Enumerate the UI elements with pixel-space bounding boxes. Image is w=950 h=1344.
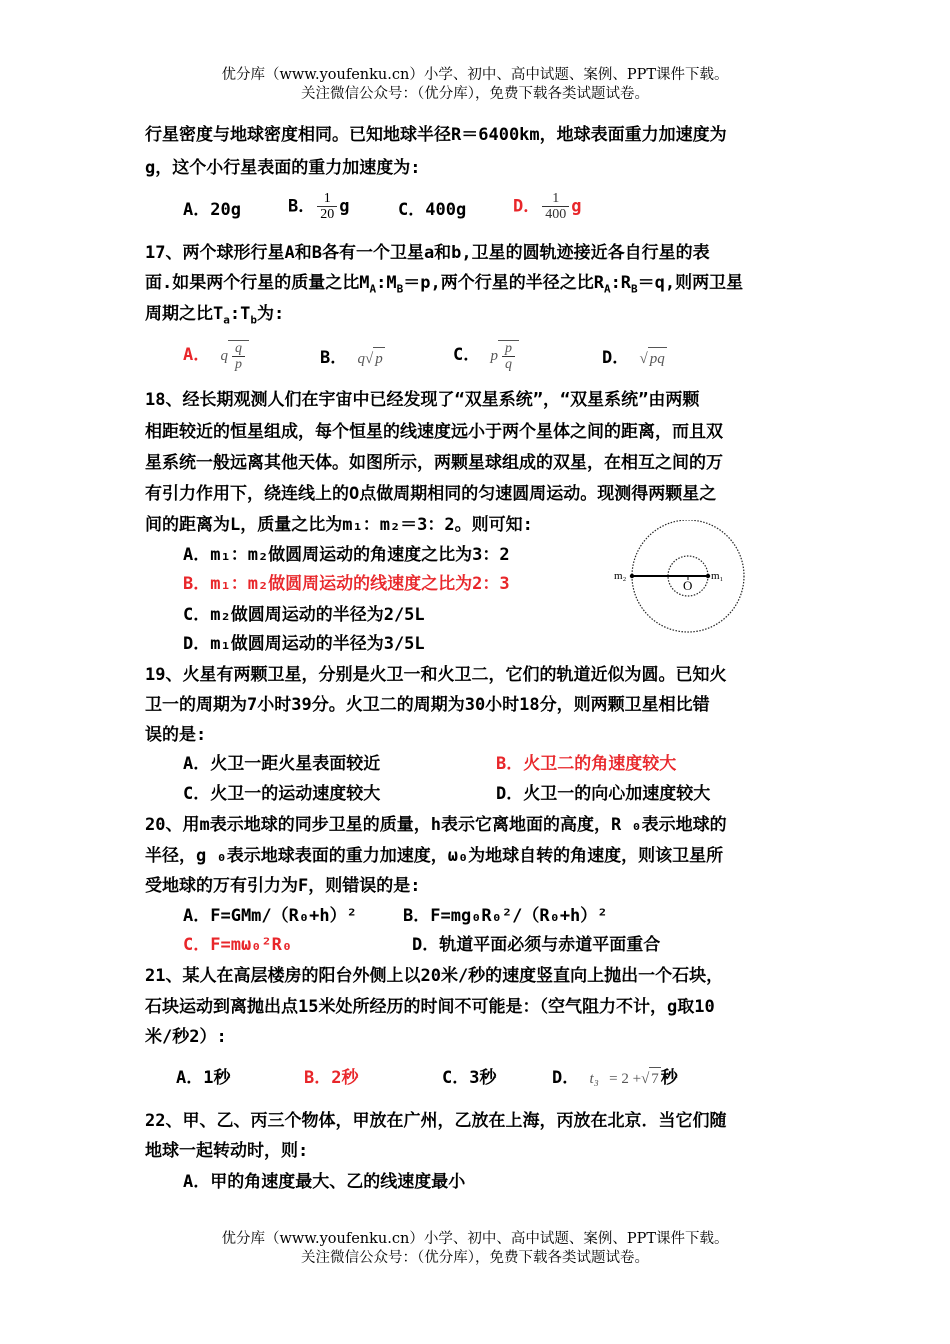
option-label: B． — [320, 348, 348, 368]
q21-option-c: C．3秒 — [442, 1068, 497, 1088]
q16-option-b-label: B． — [288, 196, 316, 217]
math-variable: t₃ — [589, 1071, 599, 1087]
text-run: 为: — [256, 304, 285, 324]
q16-option-d-label: D． — [513, 196, 541, 217]
label-o: O — [683, 578, 693, 593]
subscript: B — [396, 282, 404, 296]
option-label: D． — [552, 1068, 580, 1088]
fraction-numerator: 1 — [542, 191, 569, 207]
q17-option-a — [183, 340, 249, 372]
q19-option-c: C．火卫一的运动速度较大 — [183, 784, 381, 804]
q19-line-1: 19、火星有两颗卫星，分别是火卫一和火卫二，它们的轨道近似为圆。已知火 — [145, 665, 727, 685]
q20-line-2: 半径，g ₀表示地球表面的重力加速度，ω₀为地球自转的角速度，则该卫星所 — [145, 846, 724, 866]
option-label: C． — [453, 344, 481, 365]
q17-line-2 — [145, 272, 743, 300]
text-run: :T — [229, 304, 251, 324]
q19-option-a: A．火卫一距火星表面较近 — [183, 754, 381, 774]
q17-line-1: 17、两个球形行星A和B各有一个卫星a和b,卫星的圆轨迹接近各自行星的表 — [145, 243, 710, 263]
header-line-2: 关注微信公众号：（优分库），免费下载各类试题试卷。 — [301, 86, 649, 102]
fraction-numerator: p — [502, 341, 515, 357]
q18-line-2: 相距较近的恒星组成，每个恒星的线速度远小于两个星体之间的距离，而且双 — [145, 422, 723, 442]
text-run: :R — [610, 273, 632, 293]
subscript: a — [223, 313, 230, 327]
option-label: D． — [602, 348, 630, 368]
q19-option-d: D．火卫一的向心加速度较大 — [496, 784, 711, 804]
q21-option-d: D． t₃ = 2 +√ 7 秒 — [552, 1068, 678, 1088]
fraction-denominator: 20 — [320, 207, 335, 222]
q19-line-2: 卫一的周期为7小时39分。火卫二的周期为30小时18分，则两颗卫星相比错 — [145, 695, 710, 715]
math-expression: = 2 + — [609, 1071, 642, 1087]
sqrt-icon — [498, 340, 519, 372]
math-coefficient: q — [357, 351, 365, 367]
text-run: 面.如果两个行星的质量之比M — [145, 273, 370, 293]
subscript: A — [603, 282, 611, 296]
q20-line-3: 受地球的万有引力为F，则错误的是: — [145, 876, 421, 896]
q16-option-b — [288, 191, 350, 222]
q16-option-a: A．20g — [183, 200, 241, 220]
q20-option-b: B．F=mg₀R₀²/（R₀+h）² — [403, 906, 608, 926]
q21-option-a: A．1秒 — [176, 1068, 231, 1088]
q21-line-1: 21、某人在高层楼房的阳台外侧上以20米/秒的速度竖直向上抛出一个石块， — [145, 966, 724, 986]
sqrt-radicand: pq — [648, 347, 667, 370]
q18-option-a: A．m₁：m₂做圆周运动的角速度之比为3：2 — [183, 545, 510, 565]
q18-option-c: C．m₂做圆周运动的半径为2/5L — [183, 605, 425, 625]
option-unit: 秒 — [660, 1068, 678, 1088]
q19-option-b: B．火卫二的角速度较大 — [496, 754, 677, 774]
star-m1 — [706, 574, 710, 578]
q19-line-3: 误的是: — [145, 725, 207, 745]
subscript: B — [631, 282, 638, 296]
q16-line-1: 行星密度与地球密度相同。已知地球半径R＝6400km，地球表面重力加速度为 — [145, 125, 727, 145]
binary-star-diagram — [610, 520, 760, 635]
subscript: A — [369, 282, 377, 296]
q21-line-2: 石块运动到离抛出点15米处所经历的时间不可能是：（空气阻力不计，g取10 — [145, 997, 715, 1017]
sqrt-radicand: 7 — [649, 1067, 661, 1090]
q22-option-a: A．甲的角速度最大、乙的线速度最小 — [183, 1172, 466, 1192]
q21-line-3: 米/秒2）: — [145, 1027, 227, 1047]
text-run: ＝q,则两卫星 — [637, 273, 744, 293]
q18-option-d: D．m₁做圆周运动的半径为3/5L — [183, 634, 425, 654]
q18-line-5: 间的距离为L，质量之比为m₁：m₂＝3：2。则可知: — [145, 515, 533, 535]
label-m2: m₂ — [614, 570, 627, 582]
q17-option-b: B． q√ p — [320, 348, 383, 368]
fraction-denominator: 400 — [545, 207, 567, 222]
q16-option-d-fraction — [542, 191, 569, 222]
q17-line-3 — [145, 303, 284, 331]
fraction-numerator: 1 — [317, 191, 337, 207]
footer-line-1: 优分库（www.youfenku.cn）小学、初中、高中试题、案例、PPT课件下载。 — [221, 1231, 729, 1247]
q22-line-2: 地球一起转动时，则: — [145, 1141, 309, 1161]
q18-line-4: 有引力作用下，绕连线上的O点做周期相同的匀速圆周运动。现测得两颗星之 — [145, 484, 717, 504]
page-header — [0, 66, 950, 104]
page-footer — [0, 1230, 950, 1268]
q16-option-b-fraction — [317, 191, 337, 222]
footer-line-2: 关注微信公众号：（优分库），免费下载各类试题试卷。 — [301, 1250, 649, 1266]
q16-line-2: g，这个小行星表面的重力加速度为: — [145, 158, 421, 178]
fraction-denominator: p — [235, 357, 242, 372]
fraction-denominator: q — [505, 357, 512, 372]
q20-option-c: C．F=mω₀²R₀ — [183, 935, 293, 955]
q17-option-c — [453, 340, 519, 372]
q16-option-d — [513, 191, 582, 222]
q18-line-3: 星系统一般远离其他天体。如图所示，两颗星球组成的双星，在相互之间的万 — [145, 453, 723, 473]
math-coefficient: q — [220, 347, 228, 364]
q16-option-d-unit: g — [571, 196, 582, 217]
q20-option-d: D．轨道平面必须与赤道平面重合 — [412, 935, 661, 955]
q22-line-1: 22、甲、乙、丙三个物体，甲放在广州，乙放在上海，丙放在北京．当它们随 — [145, 1111, 727, 1131]
header-line-1: 优分库（www.youfenku.cn）小学、初中、高中试题、案例、PPT课件下载。 — [221, 67, 729, 83]
q18-line-1: 18、经长期观测人们在宇宙中已经发现了“双星系统”，“双星系统”由两颗 — [145, 390, 700, 410]
q16-option-c: C．400g — [398, 200, 467, 220]
text-run: :M — [376, 273, 397, 293]
math-coefficient: p — [490, 347, 498, 364]
subscript: b — [250, 313, 257, 327]
q16-option-b-unit: g — [339, 196, 350, 217]
q18-option-b: B．m₁：m₂做圆周运动的线速度之比为2：3 — [183, 574, 510, 594]
q17-option-d: D． √ pq — [602, 348, 665, 368]
label-m1: m₁ — [711, 570, 724, 582]
q20-line-1: 20、用m表示地球的同步卫星的质量，h表示它离地面的高度，R ₀表示地球的 — [145, 815, 727, 835]
q20-option-a: A．F=GMm/（R₀+h）² — [183, 906, 357, 926]
fraction-numerator: q — [232, 341, 245, 357]
star-m2 — [630, 574, 634, 578]
text-run: 周期之比T — [145, 304, 224, 324]
text-run: ＝p,两个行星的半径之比R — [403, 273, 604, 293]
sqrt-radicand: p — [373, 347, 385, 370]
sqrt-icon — [228, 340, 249, 372]
q21-option-b: B．2秒 — [304, 1068, 359, 1088]
option-label: A． — [183, 344, 211, 365]
